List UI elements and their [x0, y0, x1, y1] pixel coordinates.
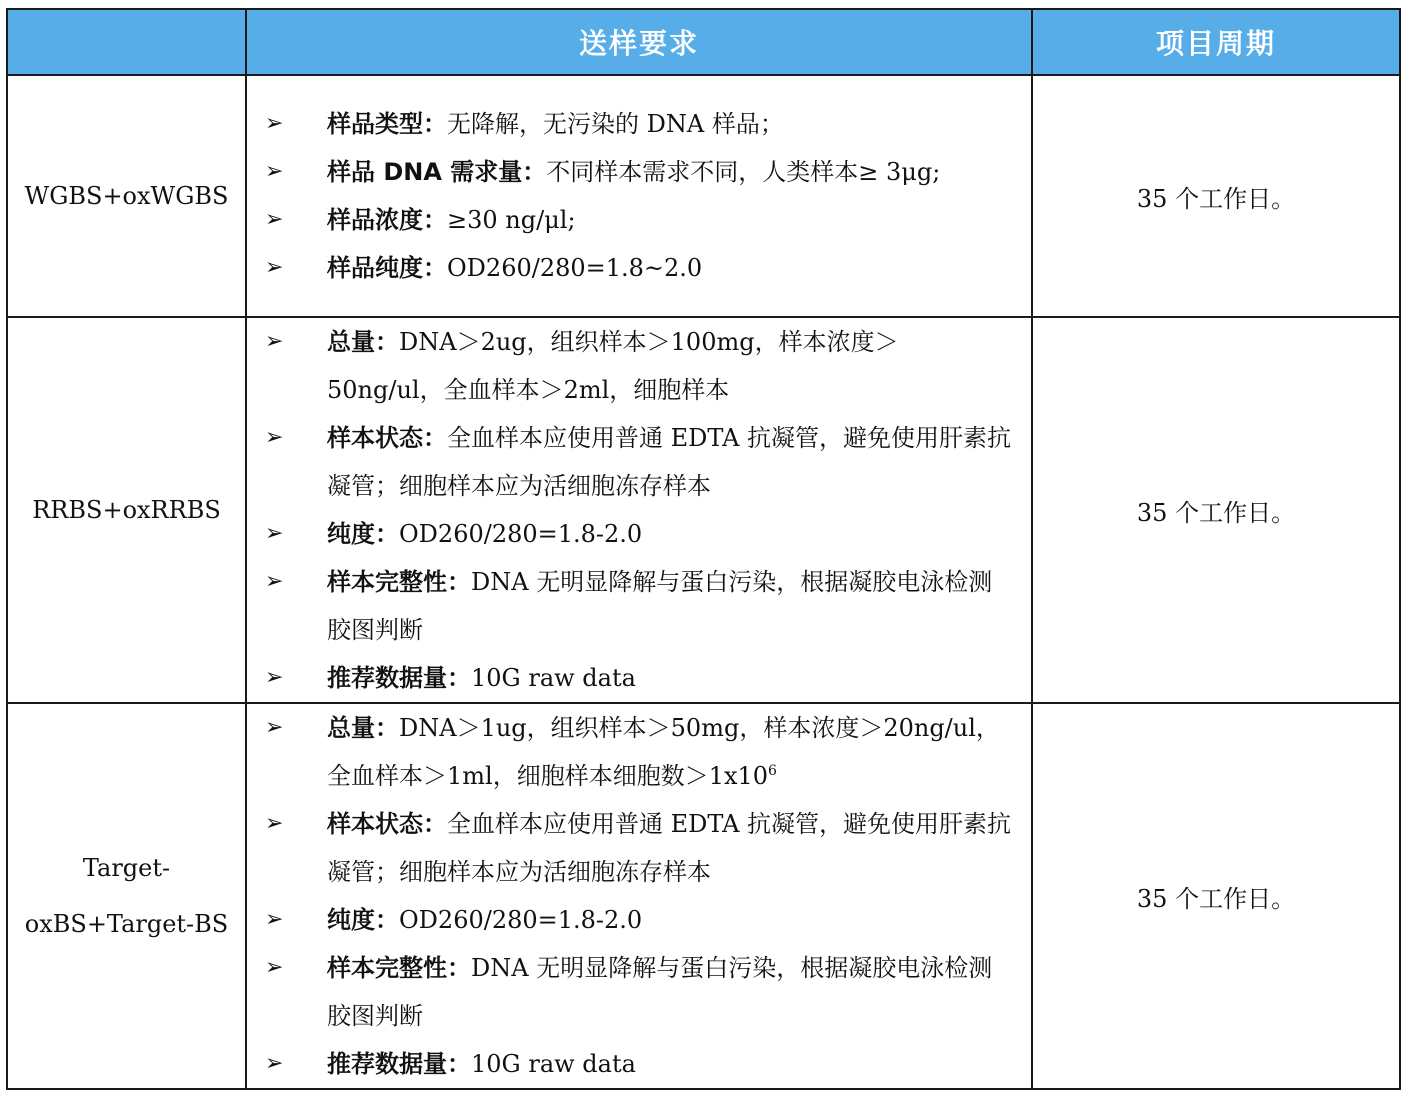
- list-item: [265, 318, 1013, 414]
- list-item: [265, 244, 1013, 292]
- item-label: 样品浓度：: [327, 206, 447, 234]
- product-name-line: oxBS+Target-BS: [24, 910, 229, 938]
- item-label: 样本完整性：: [327, 568, 471, 596]
- arrow-bullet-icon: ➢: [265, 907, 284, 932]
- product-name: RRBS+oxRRBS: [7, 317, 246, 703]
- table-row: [7, 703, 1400, 1089]
- product-name-line: Target-: [82, 854, 171, 882]
- header-sample-requirements: 送样要求: [246, 9, 1032, 75]
- header-row: [7, 9, 1400, 75]
- requirements-cell: [246, 75, 1032, 317]
- arrow-bullet-icon: ➢: [265, 329, 284, 354]
- item-text: 全血样本应使用普通 EDTA 抗凝管，避免使用肝素抗凝管；细胞样本应为活细胞冻存样本: [327, 810, 1012, 886]
- list-item: [265, 704, 1013, 800]
- item-text: 不同样本需求不同，人类样本≥ 3μg;: [546, 158, 941, 186]
- arrow-bullet-icon: ➢: [265, 207, 284, 232]
- requirements-table: [6, 8, 1401, 1090]
- list-item: [265, 1040, 1013, 1088]
- item-text: 无降解，无污染的 DNA 样品；: [447, 110, 784, 138]
- table-row: [7, 317, 1400, 703]
- item-label: 纯度：: [327, 906, 399, 934]
- list-item: [265, 148, 1013, 196]
- arrow-bullet-icon: ➢: [265, 569, 284, 594]
- requirements-cell: [246, 317, 1032, 703]
- list-item: [265, 196, 1013, 244]
- item-label: 总量：: [327, 328, 399, 356]
- requirements-cell: [246, 703, 1032, 1089]
- arrow-bullet-icon: ➢: [265, 521, 284, 546]
- arrow-bullet-icon: ➢: [265, 811, 284, 836]
- project-period: 35 个工作日。: [1032, 317, 1400, 703]
- requirements-list: [247, 100, 1031, 292]
- product-name: WGBS+oxWGBS: [7, 75, 246, 317]
- item-text: 全血样本应使用普通 EDTA 抗凝管，避免使用肝素抗凝管；细胞样本应为活细胞冻存样本: [327, 424, 1012, 500]
- item-text: DNA＞1ug，组织样本＞50mg，样本浓度＞20ng/ul，全血样本＞1ml，细胞样本细胞数＞1x10: [327, 714, 1000, 790]
- list-item: [265, 800, 1013, 896]
- item-label: 样本状态：: [327, 424, 447, 452]
- list-item: [265, 896, 1013, 944]
- item-text: 10G raw data: [471, 664, 636, 692]
- superscript: 6: [768, 763, 777, 779]
- header-empty-cell: [7, 9, 246, 75]
- item-text: DNA＞2ug，组织样本＞100mg，样本浓度＞50ng/ul，全血样本＞2ml，细胞样本: [327, 328, 899, 404]
- item-label: 样本状态：: [327, 810, 447, 838]
- arrow-bullet-icon: ➢: [265, 255, 284, 280]
- list-item: [265, 510, 1013, 558]
- item-text: ≥30 ng/μl;: [447, 206, 576, 234]
- header-project-period: 项目周期: [1032, 9, 1400, 75]
- list-item: [265, 558, 1013, 654]
- item-text: DNA 无明显降解与蛋白污染，根据凝胶电泳检测胶图判断: [327, 568, 993, 644]
- arrow-bullet-icon: ➢: [265, 111, 284, 136]
- arrow-bullet-icon: ➢: [265, 425, 284, 450]
- item-label: 纯度：: [327, 520, 399, 548]
- requirements-list: [247, 704, 1031, 1088]
- arrow-bullet-icon: ➢: [265, 665, 284, 690]
- list-item: [265, 654, 1013, 702]
- arrow-bullet-icon: ➢: [265, 715, 284, 740]
- requirements-list: [247, 318, 1031, 702]
- item-text: OD260/280=1.8-2.0: [399, 906, 643, 934]
- list-item: [265, 944, 1013, 1040]
- list-item: [265, 100, 1013, 148]
- product-name: [7, 703, 246, 1089]
- item-text: DNA 无明显降解与蛋白污染，根据凝胶电泳检测胶图判断: [327, 954, 993, 1030]
- project-period: 35 个工作日。: [1032, 703, 1400, 1089]
- arrow-bullet-icon: ➢: [265, 955, 284, 980]
- item-text: 10G raw data: [471, 1050, 636, 1078]
- item-label: 推荐数据量：: [327, 1050, 471, 1078]
- item-label: 总量：: [327, 714, 399, 742]
- item-label: 样本完整性：: [327, 954, 471, 982]
- item-label: 样品 DNA 需求量：: [327, 158, 547, 186]
- item-text: OD260/280=1.8-2.0: [399, 520, 643, 548]
- item-label: 样品类型：: [327, 110, 447, 138]
- project-period: 35 个工作日。: [1032, 75, 1400, 317]
- arrow-bullet-icon: ➢: [265, 1051, 284, 1076]
- list-item: [265, 414, 1013, 510]
- arrow-bullet-icon: ➢: [265, 159, 284, 184]
- item-label: 推荐数据量：: [327, 664, 471, 692]
- table-row: [7, 75, 1400, 317]
- item-label: 样品纯度：: [327, 254, 447, 282]
- item-text: OD260/280=1.8~2.0: [447, 254, 703, 282]
